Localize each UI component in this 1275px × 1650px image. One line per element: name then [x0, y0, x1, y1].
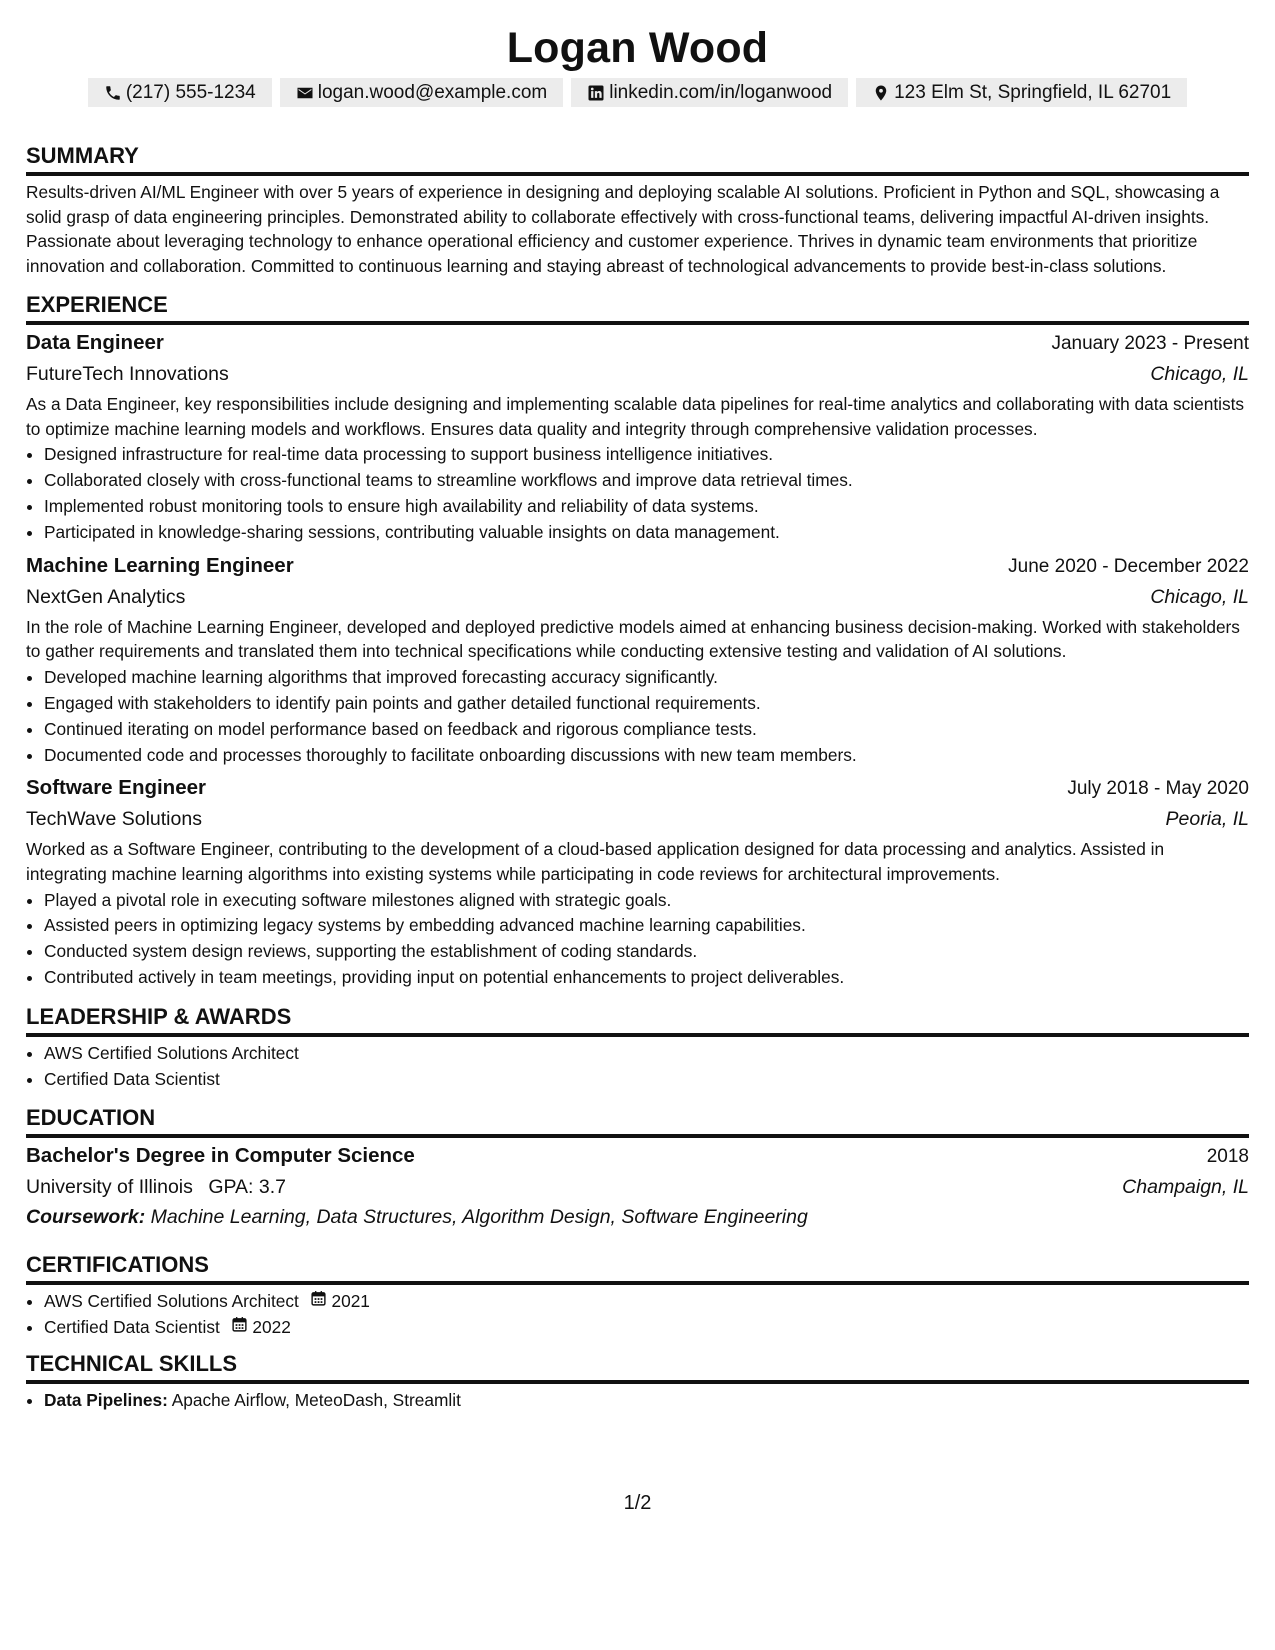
job-location: Chicago, IL [1150, 585, 1249, 608]
education-section [26, 1105, 1249, 1232]
job-header [26, 328, 1249, 359]
contact-bar [26, 78, 1249, 107]
job-dates: January 2023 - Present [1051, 333, 1249, 354]
job-location: Peoria, IL [1165, 808, 1249, 831]
certification-year: 2022 [252, 1316, 291, 1337]
certification-name: Certified Data Scientist [44, 1316, 220, 1337]
education-school-line [26, 1172, 286, 1202]
job-location: Chicago, IL [1150, 363, 1249, 385]
list-item: • Participated in knowledge-sharing sessions, contributing valuable insights on data management. [44, 520, 1249, 545]
skills-list [26, 1388, 1249, 1413]
job-subheader [26, 804, 1249, 834]
certifications-list [26, 1289, 1249, 1339]
certifications-section [26, 1252, 1249, 1339]
job-description: Worked as a Software Engineer, contributing to the development of a cloud-based application designed for data processing and analytics. Assisted in integrating machine learning algorithms into existing systems while participating in code reviews for architectural improvements. [26, 839, 1165, 884]
list-item: • Played a pivotal role in executing software milestones aligned with strategic goals. [44, 888, 1249, 913]
list-item [44, 1388, 1249, 1413]
education-location: Champaign, IL [1122, 1176, 1249, 1199]
list-item: • Contributed actively in team meetings, providing input on potential enhancements to project deliverables. [44, 965, 1249, 990]
phone-text: (217) 555-1234 [125, 82, 256, 103]
address-text: 123 Elm St, Springfield, IL 62701 [894, 82, 1172, 103]
skill-value: Apache Airflow, MeteoDash, Streamlit [171, 1390, 461, 1411]
education-year: 2018 [1206, 1146, 1249, 1168]
education-school: University of Illinois [26, 1176, 193, 1199]
list-item: • Continued iterating on model performance based on feedback and rigorous compliance tests. [44, 717, 1249, 742]
contact-phone [88, 78, 272, 107]
job-company: FutureTech Innovations [26, 363, 229, 385]
leadership-section [26, 1004, 1249, 1091]
summary-section [26, 143, 1249, 278]
job-company: TechWave Solutions [26, 808, 202, 831]
list-item: • AWS Certified Solutions Architect [44, 1041, 1249, 1066]
skills-section [26, 1351, 1249, 1413]
certification-year: 2021 [331, 1291, 370, 1312]
calendar-icon [310, 1290, 327, 1307]
job-entry [26, 328, 1249, 545]
section-title-skills: TECHNICAL SKILLS [26, 1351, 1249, 1384]
section-title-certifications: CERTIFICATIONS [26, 1252, 1249, 1285]
map-pin-icon [872, 84, 890, 102]
job-header [26, 773, 1249, 804]
education-header [26, 1141, 1249, 1172]
email-text: logan.wood@example.com [317, 82, 548, 103]
list-item: • Conducted system design reviews, supporting the establishment of coding standards. [44, 939, 1249, 964]
contact-address [856, 78, 1187, 107]
job-dates: June 2020 - December 2022 [1008, 555, 1249, 577]
job-header [26, 551, 1249, 582]
job-bullets [26, 442, 1249, 544]
certification-name: AWS Certified Solutions Architect [44, 1291, 299, 1312]
candidate-name: Logan Wood [506, 24, 769, 72]
job-bullets [26, 888, 1249, 990]
list-item: • Implemented robust monitoring tools to ensure high availability and reliability of data systems. [44, 494, 1249, 519]
resume-page [26, 0, 1249, 1414]
section-title-experience: EXPERIENCE [26, 292, 1249, 325]
job-entry [26, 551, 1249, 768]
job-description: As a Data Engineer, key responsibilities include designing and implementing scalable data pipelines for real-time analytics and collaborating with data scientists to optimize machine learning models and workflows. Ensures data quality and integrity through comprehensive validation processes. [26, 394, 1245, 439]
section-title-summary: SUMMARY [26, 143, 1249, 176]
education-subheader [26, 1172, 1249, 1202]
section-title-education: EDUCATION [26, 1105, 1249, 1138]
education-coursework [26, 1202, 1249, 1232]
calendar-icon [231, 1316, 248, 1333]
job-description: In the role of Machine Learning Engineer, developed and deployed predictive models aimed at enhancing business decision-making. Worked with stakeholders to gather requirements and translated them into technical specifications while conducting extensive testing and validation of AI solutions. [26, 616, 1240, 662]
education-degree: Bachelor's Degree in Computer Science [26, 1144, 415, 1168]
list-item: • Certified Data Scientist [44, 1067, 1249, 1092]
list-item: • Assisted peers in optimizing legacy systems by embedding advanced machine learning capabilities. [44, 913, 1249, 938]
contact-linkedin[interactable] [571, 78, 848, 107]
list-item: • Engaged with stakeholders to identify pain points and gather detailed functional requirements. [44, 691, 1249, 716]
summary-text: Results-driven AI/ML Engineer with over 5 years of experience in designing and deploying scalable AI solutions. Proficient in Python and SQL, showcasing a solid grasp of data engineering principles. Demonstrated ability to collaborate effectively with cross-functional teams, delivering impactful AI-driven insights. Passionate about leveraging technology to enhance operational efficiency and customer experience. Thrives in dynamic team environments that prioritize innovation and collaboration. Committed to continuous learning and staying abreast of technological advancements to provide best-in-class solutions. [26, 182, 1220, 276]
job-subheader [26, 582, 1249, 612]
job-subheader [26, 359, 1249, 389]
list-item [44, 1315, 1249, 1340]
job-entry [26, 773, 1249, 990]
section-title-leadership: LEADERSHIP & AWARDS [26, 1004, 1249, 1037]
list-item: • Designed infrastructure for real-time data processing to support business intelligence initiatives. [44, 442, 1249, 467]
job-bullets [26, 665, 1249, 767]
job-title: Data Engineer [26, 331, 164, 354]
skill-label: Data Pipelines: [44, 1390, 168, 1411]
coursework-label: Coursework: [26, 1206, 146, 1229]
linkedin-text: linkedin.com/in/loganwood [609, 82, 833, 103]
linkedin-icon [587, 84, 605, 102]
list-item: • Documented code and processes thoroughly to facilitate onboarding discussions with new team members. [44, 743, 1249, 768]
contact-email[interactable] [280, 78, 563, 107]
envelope-icon [296, 84, 314, 102]
coursework-list: Machine Learning, Data Structures, Algorithm Design, Software Engineering [150, 1206, 808, 1229]
phone-icon [104, 84, 122, 102]
list-item [44, 1289, 1249, 1314]
list-item: • Developed machine learning algorithms that improved forecasting accuracy significantly. [44, 665, 1249, 690]
job-company: NextGen Analytics [26, 585, 186, 608]
experience-section [26, 292, 1249, 990]
list-item: • Collaborated closely with cross-functional teams to streamline workflows and improve data retrieval times. [44, 468, 1249, 493]
job-title: Software Engineer [26, 776, 206, 800]
leadership-list [26, 1041, 1249, 1091]
job-dates: July 2018 - May 2020 [1067, 778, 1249, 800]
education-gpa: GPA: 3.7 [208, 1176, 286, 1199]
job-title: Machine Learning Engineer [26, 553, 294, 577]
page-number: 1/2 [623, 1492, 652, 1514]
